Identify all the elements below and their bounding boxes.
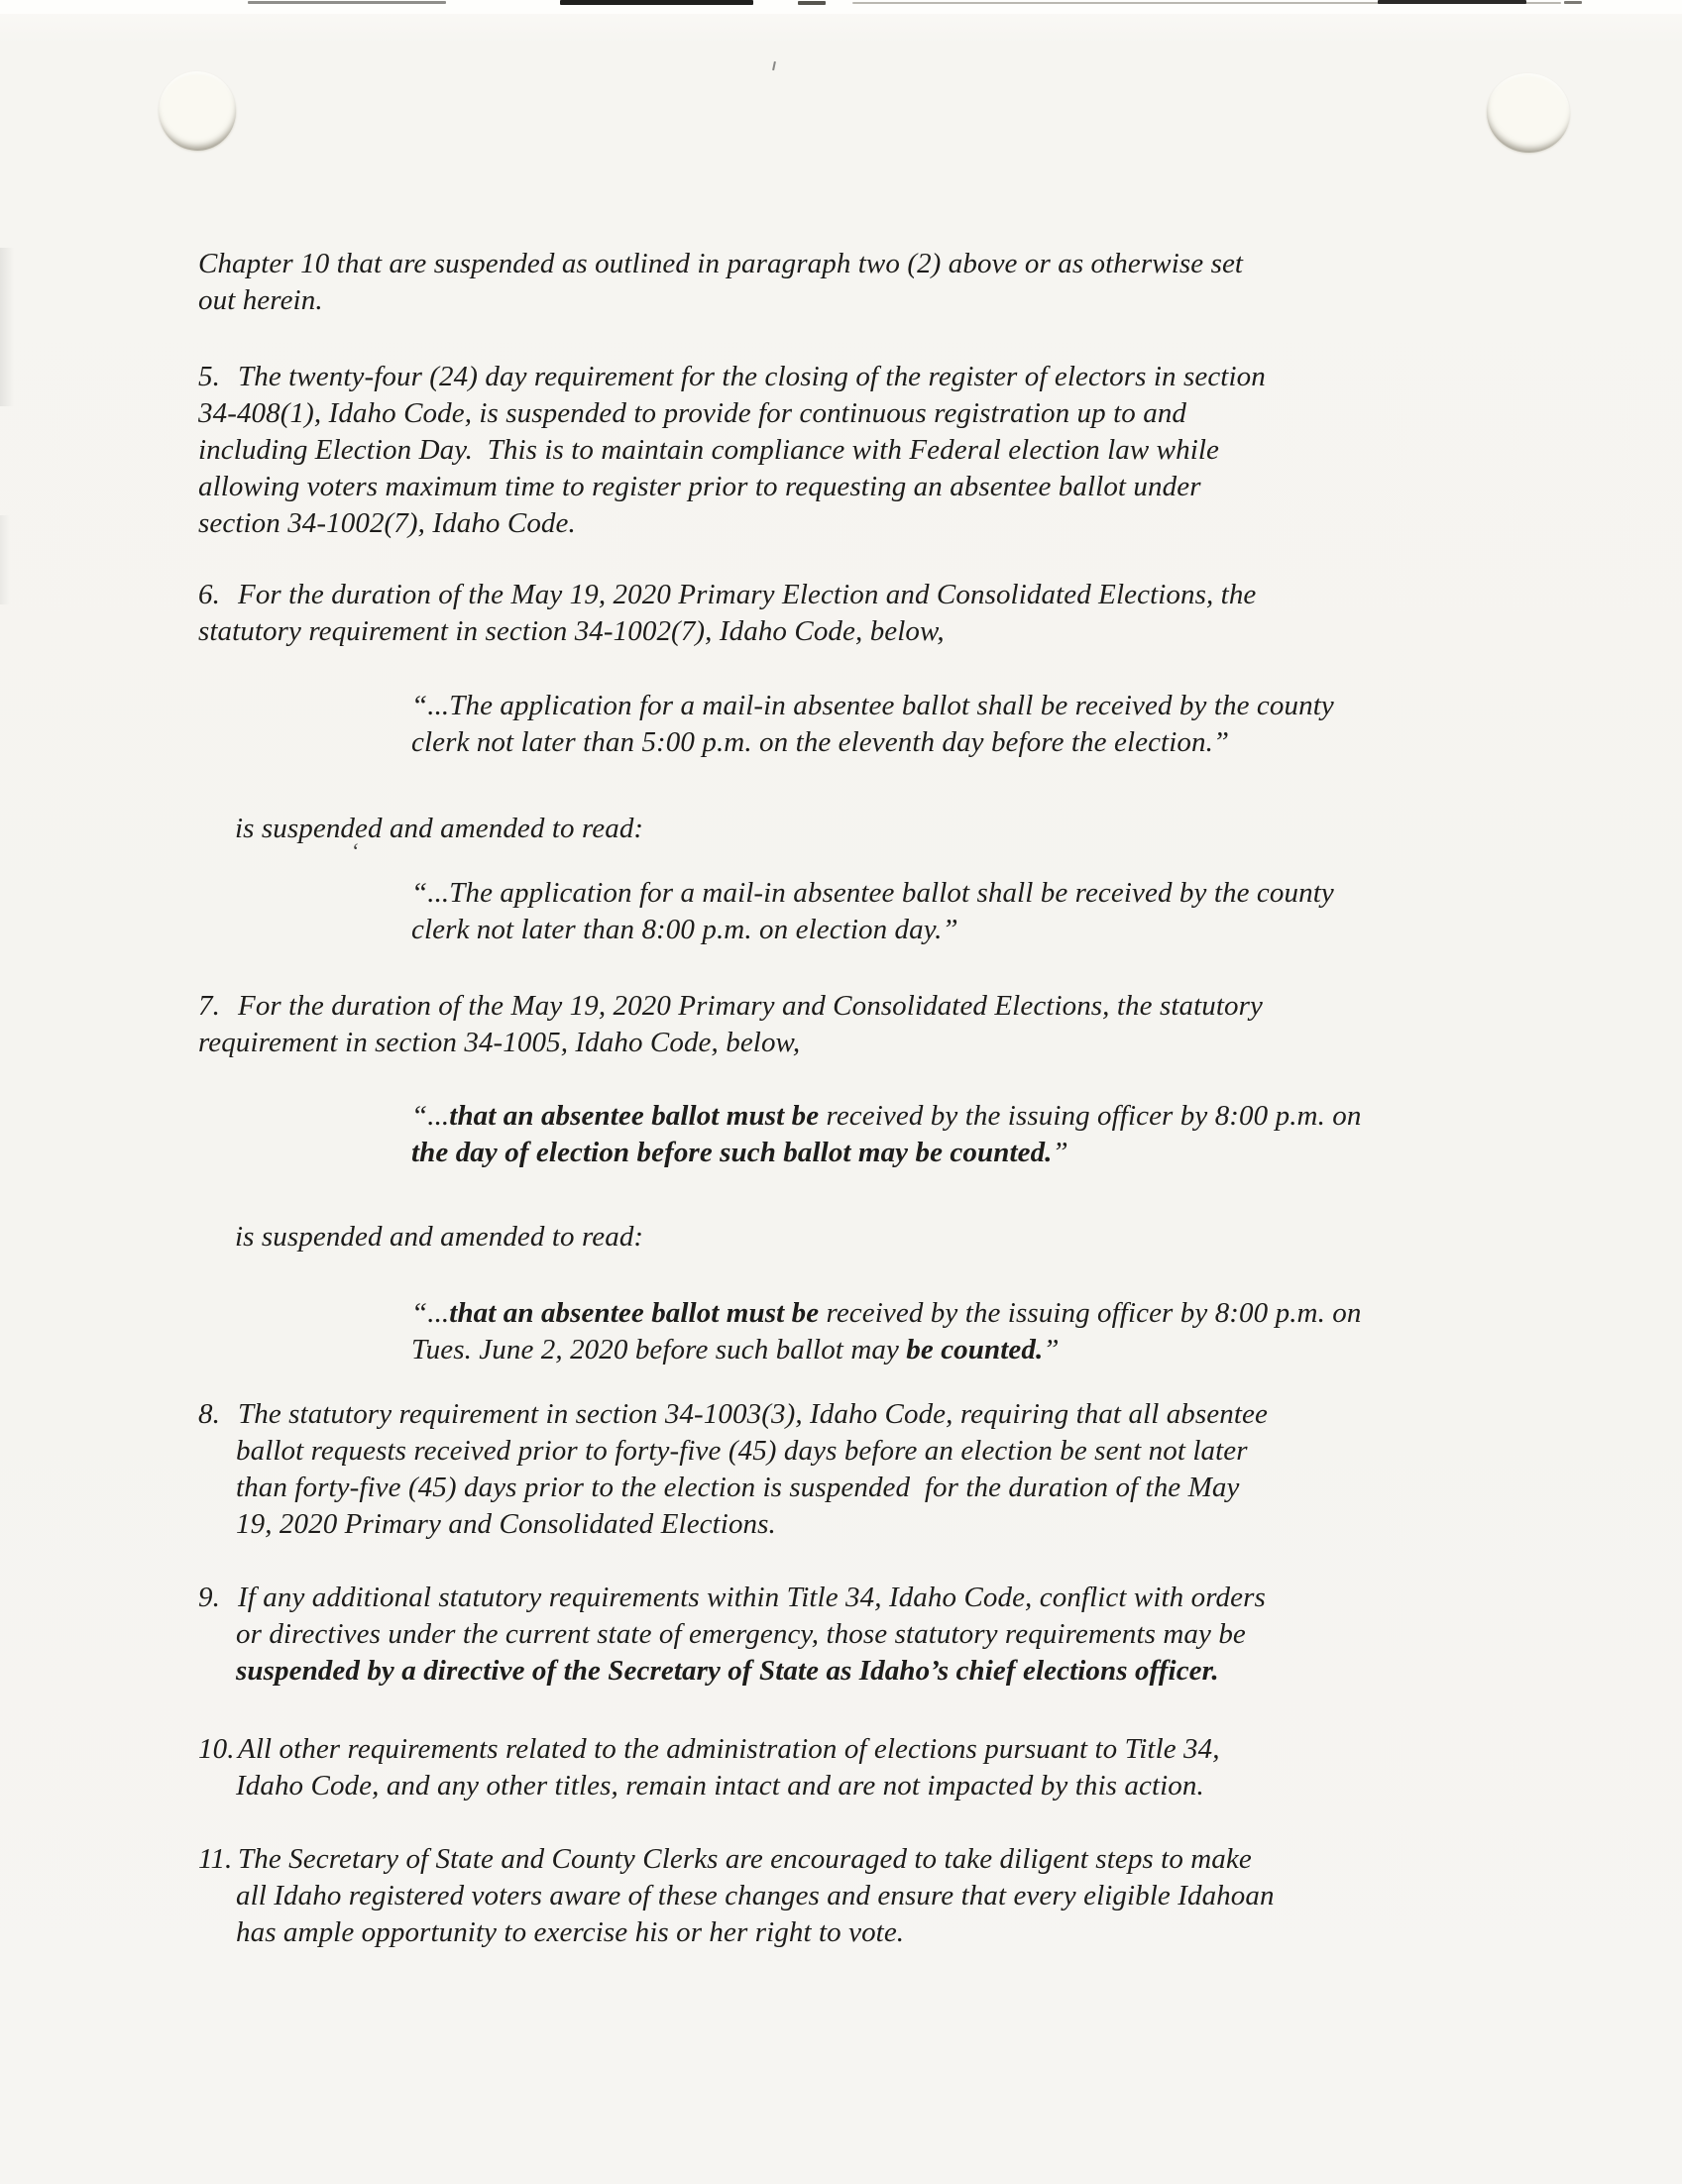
paragraph-5-line: allowing voters maximum time to register prior to requesting an absentee ballot under [198, 471, 1201, 502]
paragraph-10-line: 10. All other requirements related to the administration of elections pursuant to Title 34, [198, 1731, 1509, 1768]
quote-original-34-1005-line: the day of election before such ballot may be counted.” [411, 1137, 1068, 1168]
quote-original-34-1002 [411, 688, 1509, 761]
paragraph-9-line: suspended by a directive of the Secretary of State as Idaho’s chief elections officer. [236, 1655, 1219, 1687]
label-suspended-amended-1-line: is suspended and amended to read: [235, 813, 644, 844]
list-number: 10. [198, 1733, 235, 1765]
list-number: 11. [198, 1843, 233, 1875]
label-suspended-amended-2 [235, 1219, 1509, 1256]
label-suspended-amended-2-line: is suspended and amended to read: [235, 1221, 644, 1253]
quote-amended-34-1005-line: “...that an absentee ballot must be received by the issuing officer by 8:00 p.m. on [411, 1297, 1362, 1329]
list-number: 9. [198, 1582, 220, 1613]
stray-quote-mark: ‘ [351, 838, 359, 863]
paragraph-6 [198, 577, 1509, 650]
list-number: 7. [198, 990, 220, 1022]
list-number: 5. [198, 361, 220, 392]
paragraph-11-line: has ample opportunity to exercise his or her right to vote. [236, 1916, 905, 1948]
paragraph-10 [198, 1731, 1509, 1804]
paragraph-8 [198, 1396, 1509, 1543]
list-number: 6. [198, 579, 220, 610]
list-number: 8. [198, 1398, 220, 1430]
label-suspended-amended-1 [235, 811, 1509, 863]
paragraph-5-line: 34-408(1), Idaho Code, is suspended to provide for continuous registration up to and [198, 397, 1187, 429]
paragraph-8-line: than forty-five (45) days prior to the election is suspended for the duration of the May [236, 1472, 1240, 1503]
paragraph-11-line: 11. The Secretary of State and County Clerks are encouraged to take diligent steps to make [198, 1841, 1509, 1878]
paragraph-9-line: 9. If any additional statutory requirements within Title 34, Idaho Code, conflict with orders [198, 1580, 1509, 1616]
quote-amended-34-1002 [411, 875, 1509, 948]
paragraph-9-line: or directives under the current state of emergency, those statutory requirements may be [236, 1618, 1246, 1650]
quote-original-34-1005-line: “...that an absentee ballot must be received by the issuing officer by 8:00 p.m. on [411, 1100, 1362, 1132]
paragraph-8-line: 8. The statutory requirement in section 34-1003(3), Idaho Code, requiring that all absentee [198, 1396, 1509, 1433]
paragraph-10-line: Idaho Code, and any other titles, remain intact and are not impacted by this action. [236, 1770, 1204, 1802]
paragraph-5-line: including Election Day. This is to maintain compliance with Federal election law while [198, 434, 1220, 466]
paragraph-5-line: section 34-1002(7), Idaho Code. [198, 507, 576, 539]
paragraph-8-line: 19, 2020 Primary and Consolidated Elections. [236, 1508, 776, 1540]
paragraph-6-line: statutory requirement in section 34-1002(7), Idaho Code, below, [198, 615, 945, 647]
quote-amended-34-1002-line: clerk not later than 8:00 p.m. on election day.” [411, 914, 958, 945]
intro-continuation [198, 246, 1509, 319]
paragraph-11 [198, 1841, 1509, 1951]
paragraph-7-line: requirement in section 34-1005, Idaho Code, below, [198, 1027, 801, 1058]
quote-amended-34-1005 [411, 1295, 1509, 1368]
paragraph-6-line: 6. For the duration of the May 19, 2020 Primary Election and Consolidated Elections, the [198, 577, 1509, 613]
paragraph-5-line: 5. The twenty-four (24) day requirement for the closing of the register of electors in section [198, 359, 1509, 395]
quote-original-34-1002-line: “...The application for a mail-in absentee ballot shall be received by the county [411, 690, 1334, 721]
paragraph-9 [198, 1580, 1509, 1690]
paragraph-7-line: 7. For the duration of the May 19, 2020 Primary and Consolidated Elections, the statutory [198, 988, 1509, 1025]
quote-original-34-1002-line: clerk not later than 5:00 p.m. on the eleventh day before the election.” [411, 726, 1230, 758]
intro-continuation-line: out herein. [198, 284, 323, 316]
paragraph-8-line: ballot requests received prior to forty-five (45) days before an election be sent not later [236, 1435, 1248, 1467]
quote-original-34-1005 [411, 1098, 1509, 1171]
paragraph-5 [198, 359, 1509, 542]
quote-amended-34-1002-line: “...The application for a mail-in absentee ballot shall be received by the county [411, 877, 1334, 909]
paragraph-11-line: all Idaho registered voters aware of these changes and ensure that every eligible Idahoan [236, 1880, 1275, 1911]
quote-amended-34-1005-line: Tues. June 2, 2020 before such ballot may be counted.” [411, 1334, 1060, 1365]
paragraph-7 [198, 988, 1509, 1061]
intro-continuation-line: Chapter 10 that are suspended as outlined in paragraph two (2) above or as otherwise set [198, 248, 1244, 279]
